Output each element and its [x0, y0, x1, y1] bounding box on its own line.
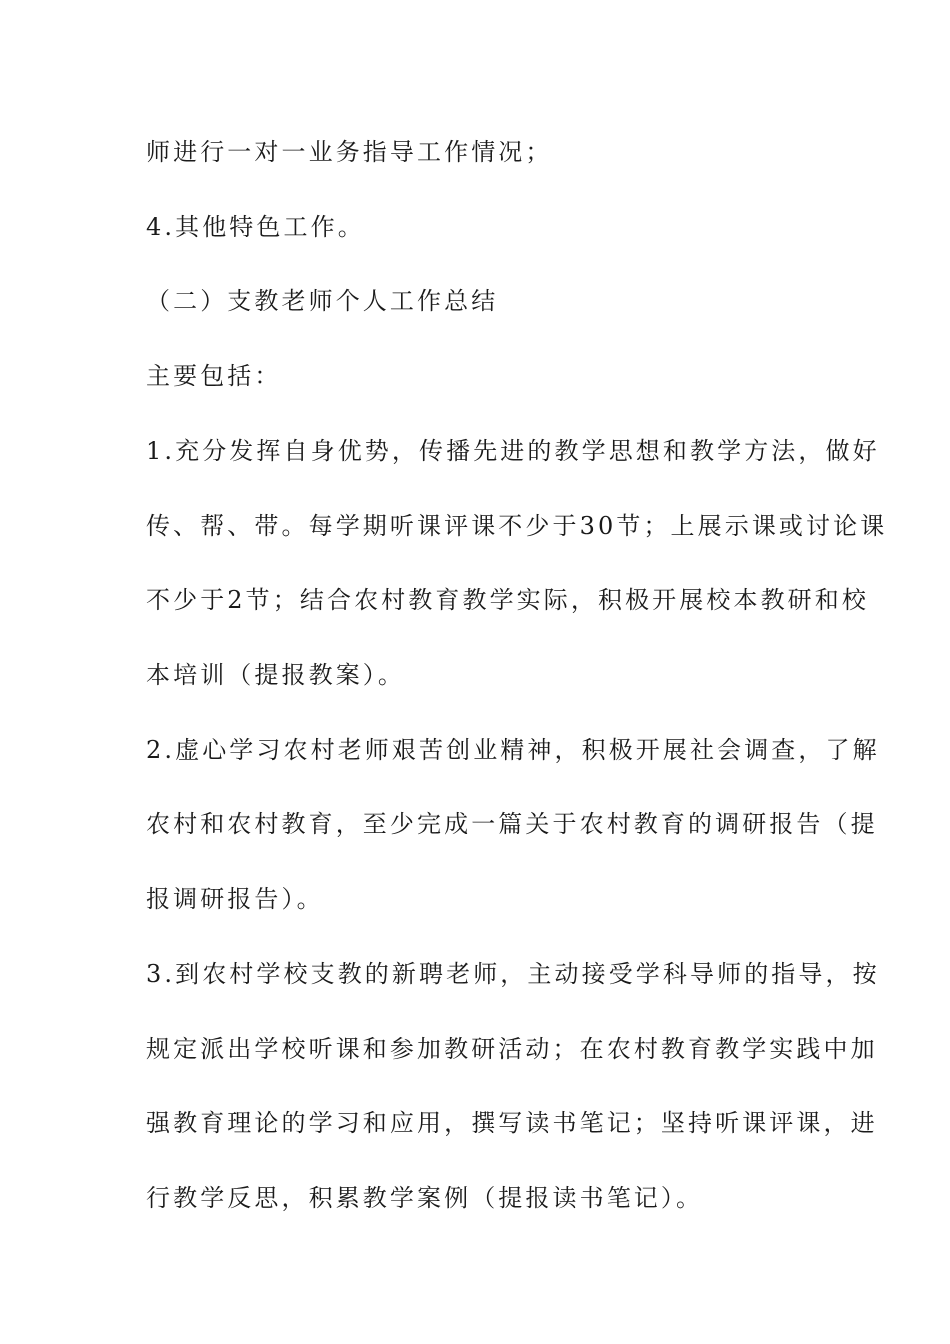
text-line: 师进行一对一业务指导工作情况；	[146, 138, 553, 166]
section-heading: （二）支教老师个人工作总结	[146, 287, 499, 315]
list-item-1-line: 本培训（提报教案）。	[146, 661, 405, 689]
list-item-3-line: 行教学反思，积累教学案例（提报读书笔记）。	[146, 1184, 704, 1212]
text-line: 主要包括：	[146, 362, 282, 390]
list-item-2-line: 报调研报告）。	[146, 885, 324, 913]
list-item-3-line: 3.到农村学校支教的新聘老师，主动接受学科导师的指导，按	[146, 960, 880, 988]
list-item-2-line: 农村和农村教育，至少完成一篇关于农村教育的调研报告（提	[146, 810, 878, 838]
list-item-2-line: 2.虚心学习农村老师艰苦创业精神，积极开展社会调查，了解	[146, 736, 880, 764]
list-item-3-line: 强教育理论的学习和应用，撰写读书笔记；坚持听课评课，进	[146, 1109, 878, 1137]
list-item-1-line: 不少于2节；结合农村教育教学实际，积极开展校本教研和校	[146, 586, 869, 614]
list-item-3-line: 规定派出学校听课和参加教研活动；在农村教育教学实践中加	[146, 1035, 878, 1063]
list-item-4-heading: 4.其他特色工作。	[146, 213, 365, 241]
list-item-1-line: 传、帮、带。每学期听课评课不少于30节；上展示课或讨论课	[146, 512, 888, 540]
list-item-1-line: 1.充分发挥自身优势，传播先进的教学思想和教学方法，做好	[146, 437, 880, 465]
